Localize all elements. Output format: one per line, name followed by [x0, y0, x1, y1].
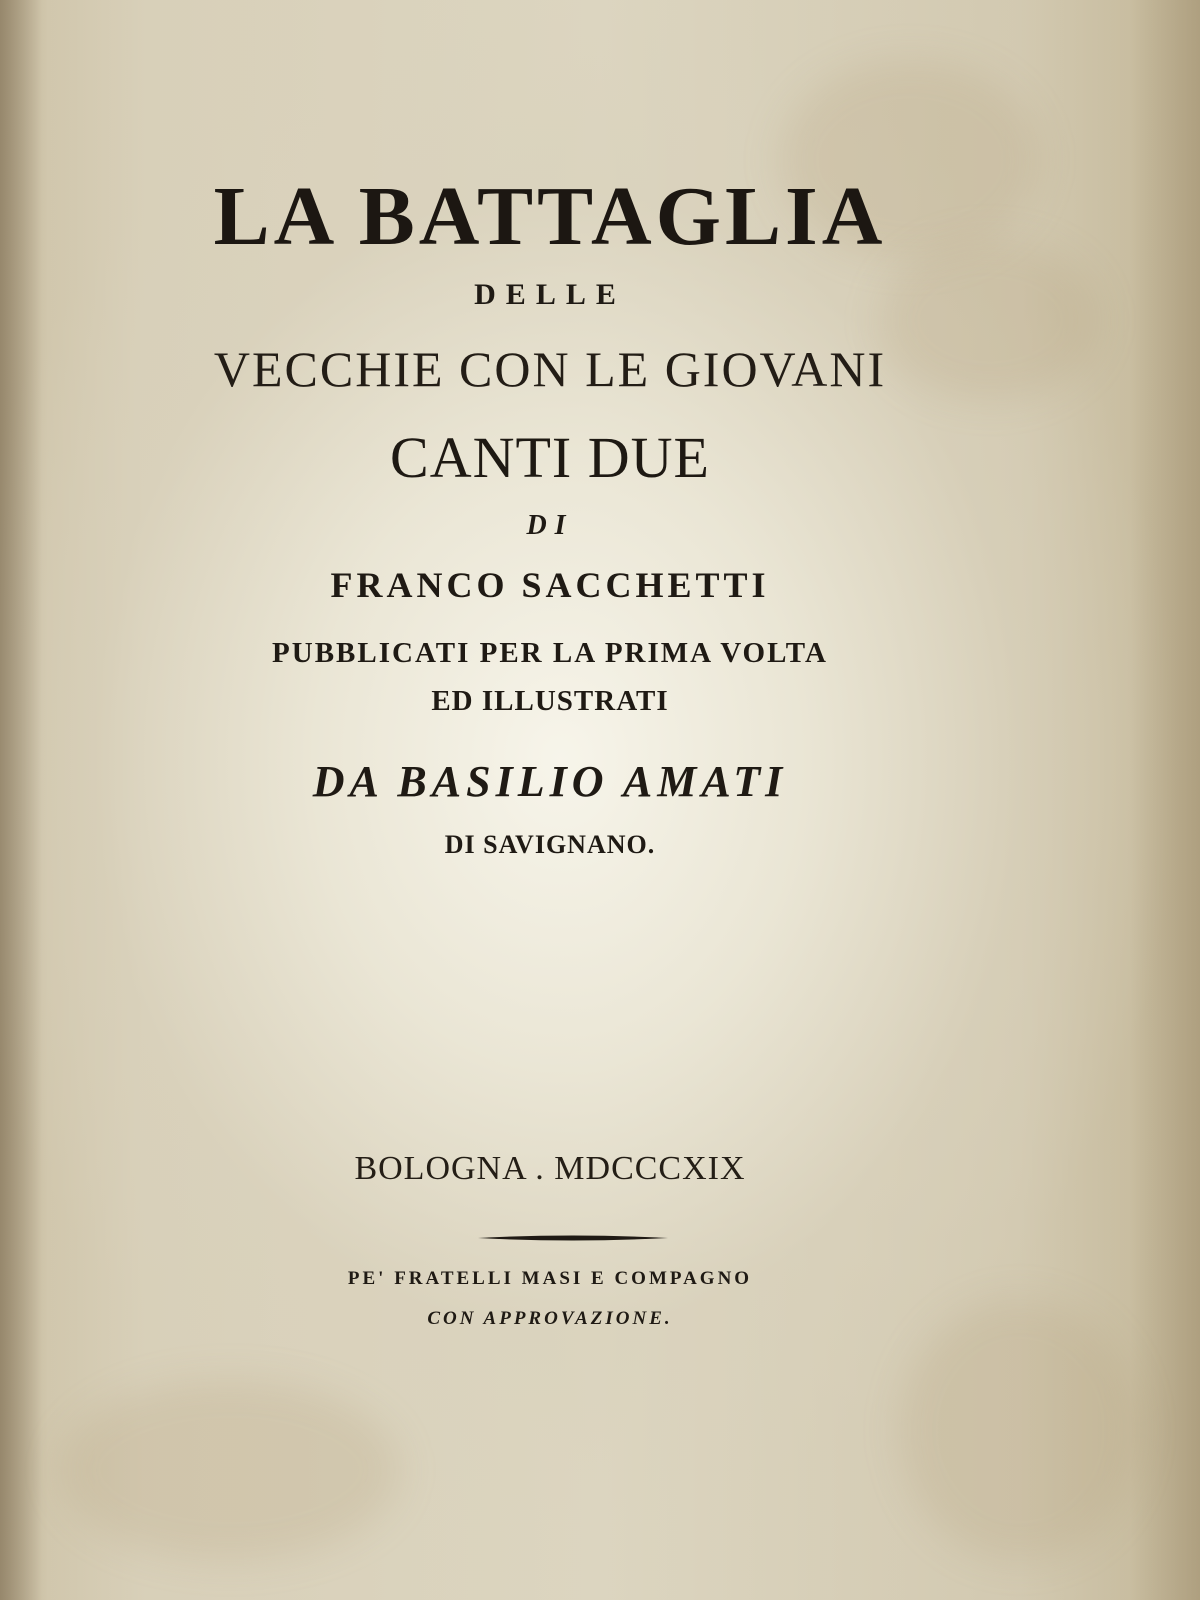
paper-stain — [900, 1300, 1140, 1560]
title-connector: DELLE — [474, 278, 626, 311]
canti-line: CANTI DUE — [390, 425, 710, 490]
illustration-note: ED ILLUSTRATI — [431, 685, 669, 717]
book-title: LA BATTAGLIA — [213, 170, 887, 263]
by-line: DI — [526, 510, 574, 541]
publication-note: PUBBLICATI PER LA PRIMA VOLTA — [272, 637, 828, 669]
author-name: FRANCO SACCHETTI — [330, 565, 770, 605]
printer-line: PE' FRATELLI MASI E COMPAGNO — [347, 1268, 753, 1289]
approval-line: CON APPROVAZIONE. — [427, 1308, 673, 1329]
ornamental-rule — [478, 1234, 668, 1242]
editor-origin: DI SAVIGNANO. — [444, 830, 656, 859]
book-subtitle: VECCHIE CON LE GIOVANI — [213, 341, 887, 397]
editor-name: DA BASILIO AMATI — [312, 757, 788, 806]
imprint-place-date: BOLOGNA . MDCCCXIX — [354, 1150, 746, 1187]
paper-stain — [60, 1380, 400, 1560]
page-edge-right — [1130, 0, 1200, 1600]
